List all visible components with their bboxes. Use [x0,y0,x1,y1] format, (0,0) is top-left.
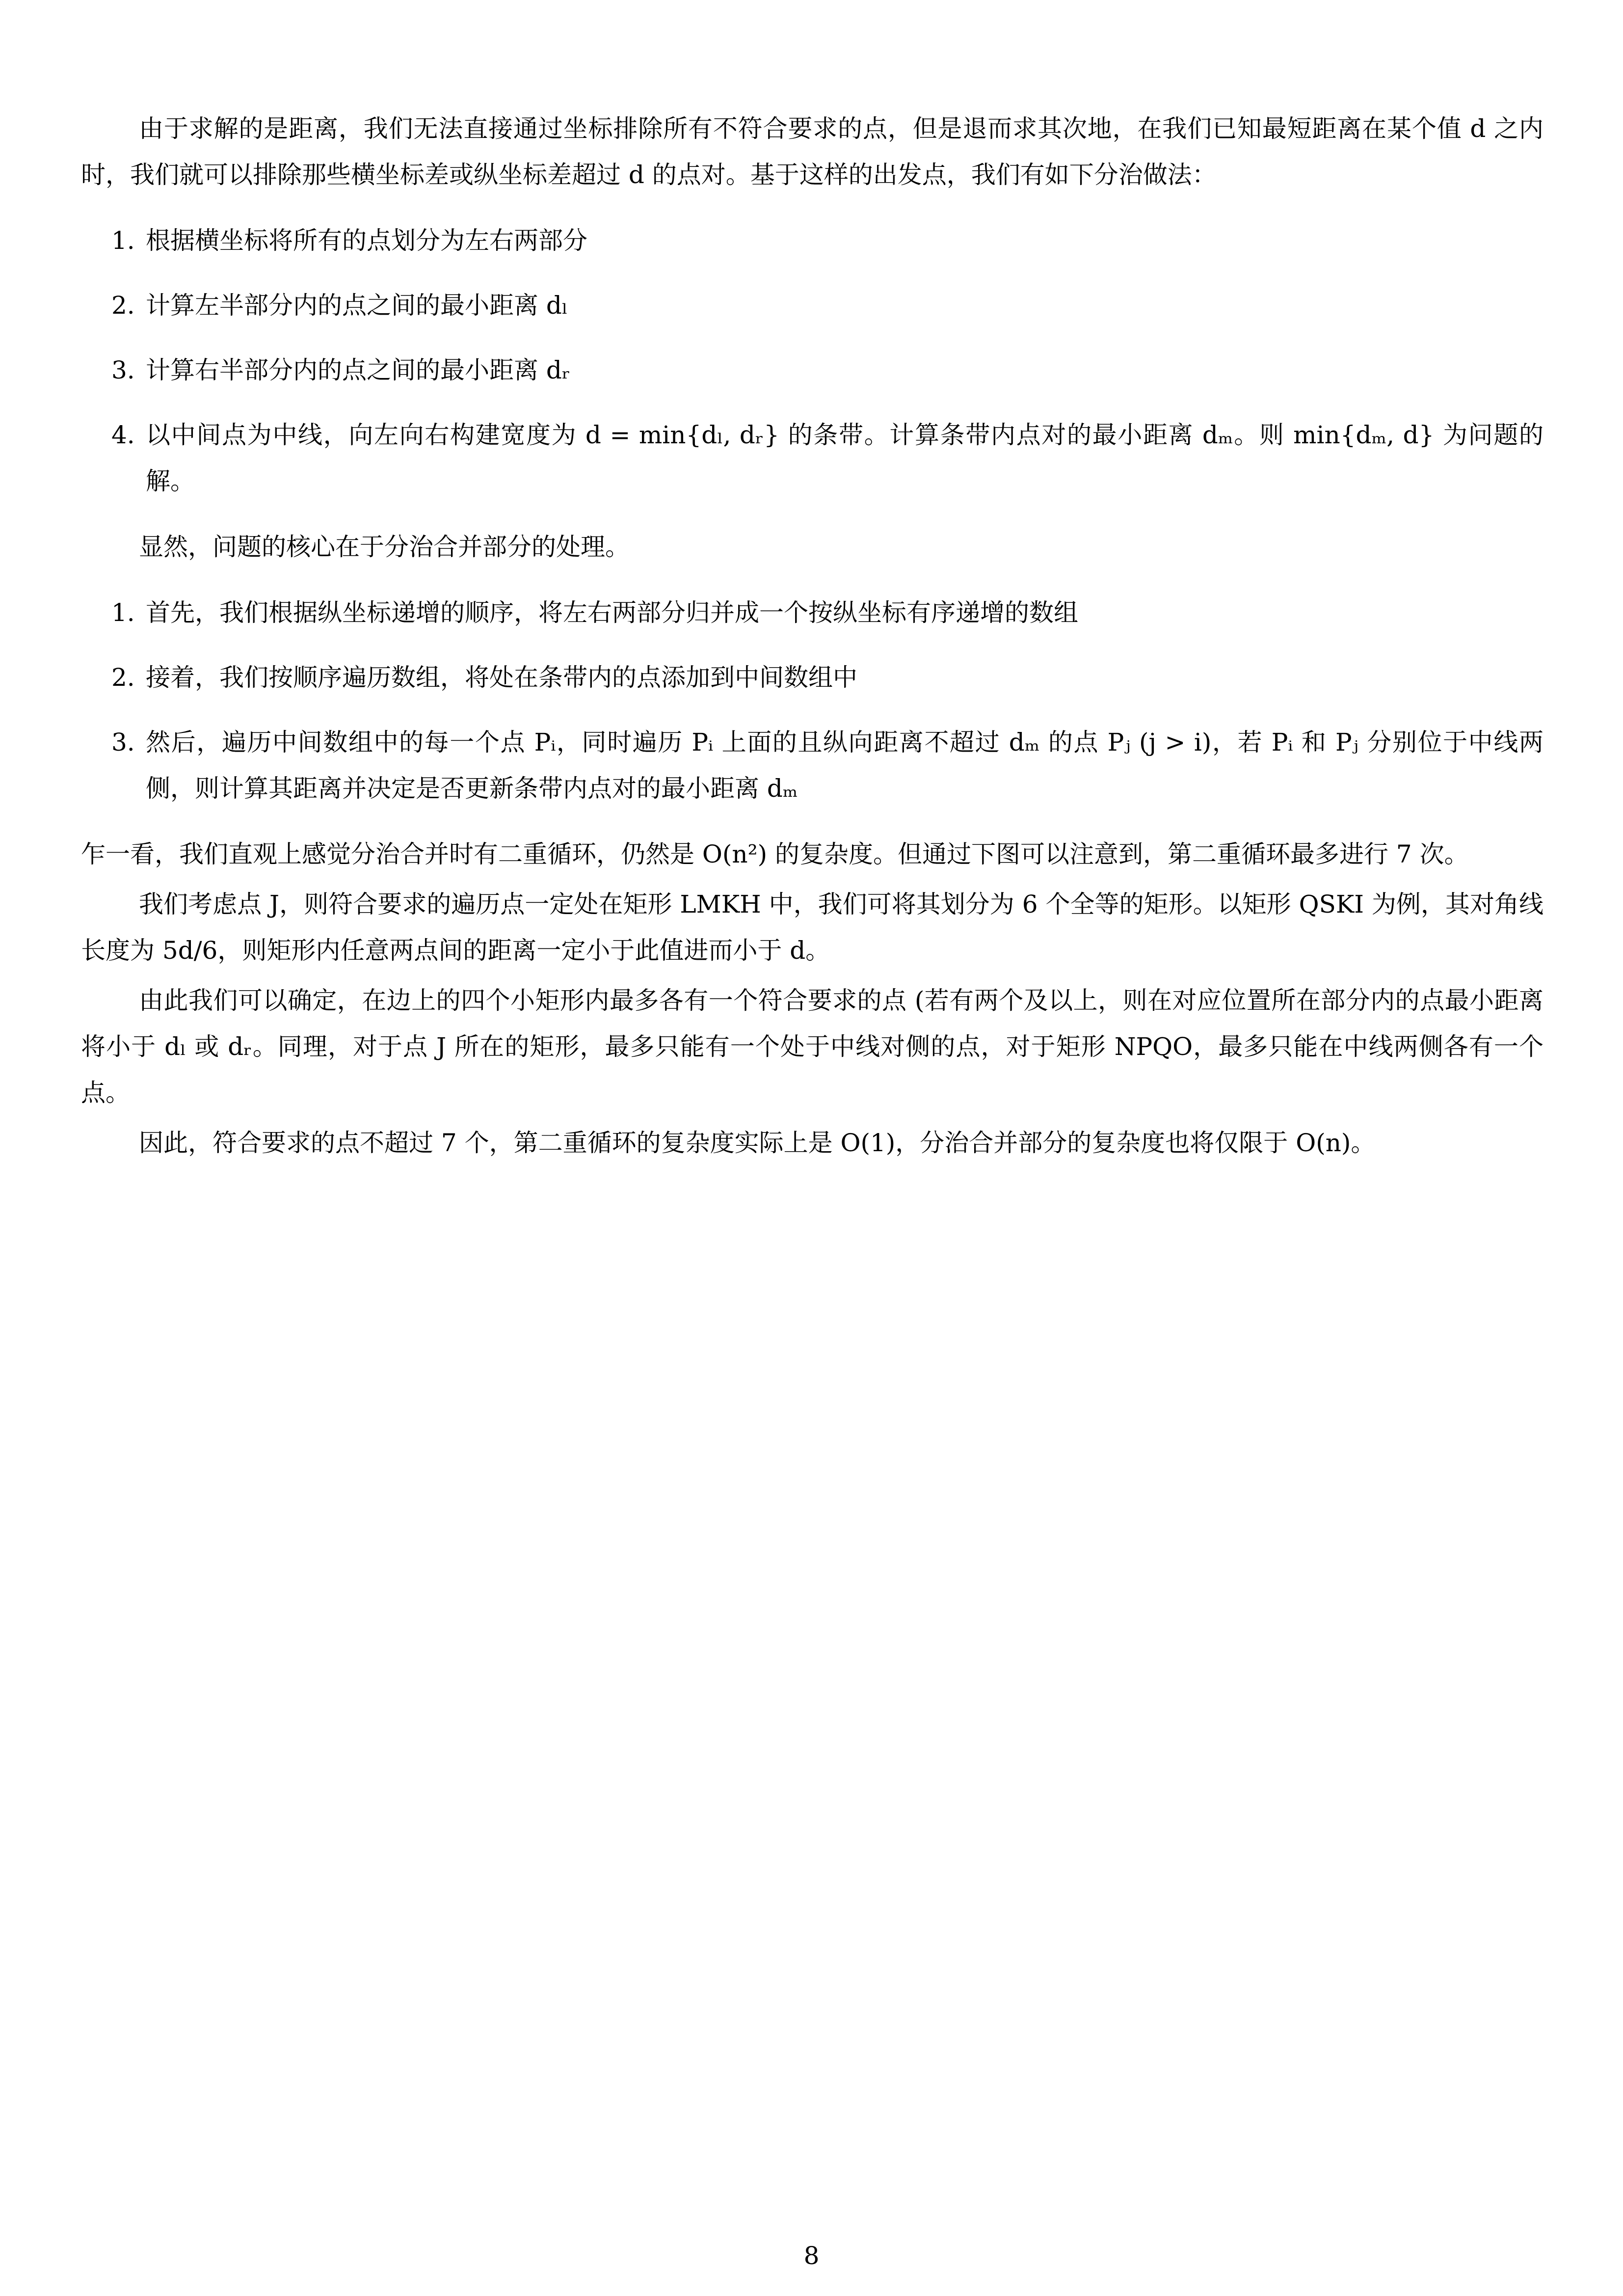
list-item [81,590,1543,636]
step-number: 3. [111,728,135,756]
conclusion-paragraph: 因此，符合要求的点不超过 7 个，第二重循环的复杂度实际上是 O(1)，分治合并部分的复杂度也将仅限于 O(n)。 [139,1129,1376,1157]
step-number: 3. [111,356,135,384]
step-number: 4. [111,421,135,449]
step-text: 根据横坐标将所有的点划分为左右两部分 [146,226,587,255]
consider-paragraph: 我们考虑点 J，则符合要求的遍历点一定处在矩形 LMKH 中，我们可将其划分为 6 个全等的矩形。以矩形 QSKI 为例，其对角线长度为 5d/6，则矩形内任意两点间的距离一定小于此值进而小于 d。 [81,890,1543,965]
list-item [81,719,1543,811]
complexity-paragraph: 乍一看，我们直观上感觉分治合并时有二重循环，仍然是 O(n²) 的复杂度。但通过下图可以注意到，第二重循环最多进行 7 次。 [81,840,1469,868]
step-text: 计算右半部分内的点之间的最小距离 dᵣ [146,356,571,384]
step-text: 首先，我们根据纵坐标递增的顺序，将左右两部分归并成一个按纵坐标有序递增的数组 [146,598,1078,627]
list-item [81,412,1543,504]
step-number: 1. [111,226,135,255]
intro-paragraph: 由于求解的是距离，我们无法直接通过坐标排除所有不符合要求的点，但是退而求其次地，在我们已知最短距离在某个值 d 之内时，我们就可以排除那些横坐标差或纵坐标差超过 d 的点对。基于这样的出发点，我们有如下分治做法： [81,114,1543,189]
deduce-paragraph: 由此我们可以确定，在边上的四个小矩形内最多各有一个符合要求的点 (若有两个及以上，则在对应位置所在部分内的点最小距离将小于 dₗ 或 dᵣ。同理，对于点 J 所在的矩形，最多只能有一个处于中线对侧的点，对于矩形 NPQO，最多只能在中线两侧各有一个点。 [81,986,1543,1107]
page-number: 8 [803,2242,820,2270]
step-number: 2. [111,663,135,692]
algorithm-steps-list [81,217,1543,504]
step-number: 2. [111,291,135,320]
step-text: 然后，遍历中间数组中的每一个点 Pᵢ，同时遍历 Pᵢ 上面的且纵向距离不超过 dₘ 的点 Pⱼ (j > i)，若 Pᵢ 和 Pⱼ 分别位于中线两侧，则计算其距离并决定是否更新条带内点对的最小距离 dₘ [146,728,1543,803]
merge-steps-list [81,590,1543,811]
step-text: 计算左半部分内的点之间的最小距离 dₗ [146,291,568,320]
page-body [81,106,1543,1166]
list-item [81,217,1543,264]
list-item [81,282,1543,328]
list-item [81,347,1543,393]
list-item [81,654,1543,701]
step-text: 接着，我们按顺序遍历数组，将处在条带内的点添加到中间数组中 [146,663,857,692]
step-number: 1. [111,598,135,627]
step-text: 以中间点为中线，向左向右构建宽度为 d = min{dₗ, dᵣ} 的条带。计算条带内点对的最小距离 dₘ。则 min{dₘ, d} 为问题的解。 [146,421,1543,495]
core-paragraph: 显然，问题的核心在于分治合并部分的处理。 [139,533,630,561]
